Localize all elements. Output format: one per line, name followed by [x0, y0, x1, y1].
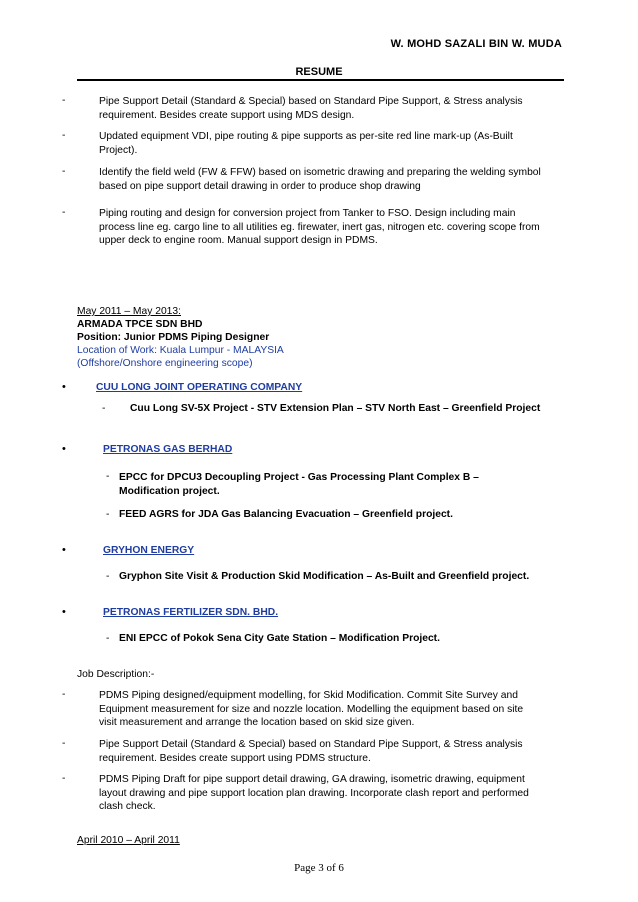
dash-marker: - [62, 207, 66, 218]
project-line: EPCC for DPCU3 Decoupling Project - Gas Processing Plant Complex B – [119, 472, 479, 483]
list-line: based on pipe support detail drawing in order to produce shop drawing [99, 180, 421, 192]
list-line: Updated equipment VDI, pipe routing & pipe supports as per-site red line mark-up (As-Built [99, 131, 513, 142]
list-line: process line eg. cargo line to all utilities eg. firewater, inert gas, nitrogen etc. covering scope from [99, 221, 540, 233]
client-name: GRYHON ENERGY [103, 545, 195, 556]
list-line: clash check. [99, 801, 156, 812]
work-location: Location of Work: Kuala Lumpur - MALAYSIA [77, 345, 284, 356]
job-description-heading: Job Description:- [77, 669, 155, 680]
work-scope: (Offshore/Onshore engineering scope) [77, 358, 253, 369]
dash-marker: - [106, 471, 110, 482]
dash-marker: - [62, 773, 66, 784]
list-line: Piping routing and design for conversion project from Tanker to FSO. Design including main [99, 208, 516, 219]
list-line: visit measurement and arrange the location based on skid size given. [99, 717, 415, 728]
project-line: Gryphon Site Visit & Production Skid Modification – As-Built and Greenfield project. [119, 571, 530, 582]
dash-marker: - [62, 689, 66, 700]
list-line: Pipe Support Detail (Standard & Special) based on Standard Pipe Support, & Stress analysis [99, 739, 523, 750]
project-line: ENI EPCC of Pokok Sena City Gate Station – Modification Project. [119, 633, 440, 644]
client-name: PETRONAS GAS BERHAD [103, 444, 233, 455]
resume-owner-name: W. MOHD SAZALI BIN W. MUDA [390, 38, 562, 50]
list-line: PDMS Piping Draft for pipe support detail drawing, GA drawing, isometric drawing, equipment [99, 774, 525, 785]
job-period: May 2011 – May 2013: [77, 306, 181, 317]
dash-marker: - [106, 509, 110, 520]
project-line: Cuu Long SV-5X Project - STV Extension Plan – STV North East – Greenfield Project [130, 403, 541, 414]
project-line: Modification project. [119, 485, 220, 497]
dash-marker: - [62, 738, 66, 749]
company-name: ARMADA TPCE SDN BHD [77, 319, 203, 330]
bullet-marker: • [62, 606, 66, 618]
list-line: layout drawing and pipe support location plan drawing. Incorporate clash report and performed [99, 787, 529, 799]
job-position: Position: Junior PDMS Piping Designer [77, 332, 270, 343]
dash-marker: - [106, 633, 110, 644]
list-line: Project). [99, 144, 138, 156]
header-rule [77, 79, 564, 81]
project-entry [119, 471, 479, 498]
list-line: upper deck to engine room. Manual support design in PDMS. [99, 235, 378, 246]
list-line: requirement. Besides create support using MDS design. [99, 109, 355, 121]
dash-marker: - [62, 95, 66, 106]
list-line: Pipe Support Detail (Standard & Special) based on Standard Pipe Support, & Stress analysis [99, 96, 523, 107]
page-number: Page 3 of 6 [294, 862, 344, 874]
project-line: FEED AGRS for JDA Gas Balancing Evacuation – Greenfield project. [119, 509, 453, 520]
client-name: PETRONAS FERTILIZER SDN. BHD. [103, 607, 279, 618]
bullet-marker: • [62, 381, 66, 393]
list-line: Identify the field weld (FW & FFW) based on isometric drawing and preparing the welding symbol [99, 167, 541, 178]
client-name: CUU LONG JOINT OPERATING COMPANY [96, 382, 303, 393]
dash-marker: - [102, 403, 106, 414]
list-line: PDMS Piping designed/equipment modelling, for Skid Modification. Commit Site Survey and [99, 690, 518, 701]
bullet-marker: • [62, 544, 66, 556]
dash-marker: - [62, 166, 66, 177]
dash-marker: - [62, 130, 66, 141]
resume-title: RESUME [295, 66, 343, 78]
list-line: Equipment measurement for size and nozzle location. Modelling the equipment based on site [99, 703, 524, 715]
next-job-period: April 2010 – April 2011 [77, 835, 180, 846]
dash-marker: - [106, 571, 110, 582]
list-line: requirement. Besides create support using PDMS structure. [99, 752, 371, 764]
bullet-marker: • [62, 443, 66, 455]
job-block [77, 305, 284, 370]
